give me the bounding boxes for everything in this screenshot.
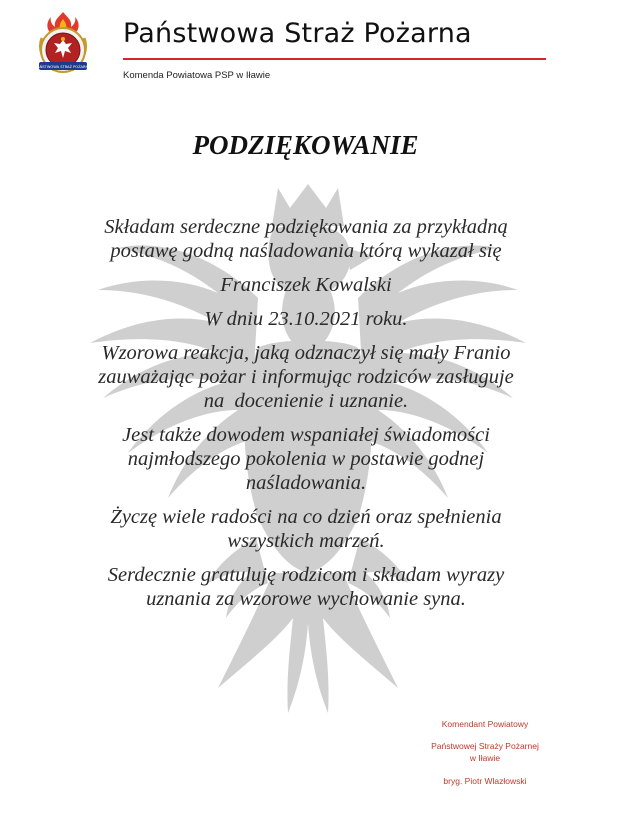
- text-line: Jest także dowodem wspaniałej świadomości: [122, 424, 490, 446]
- event-date: W dniu 23.10.2021 roku.: [204, 308, 408, 330]
- signature-block: [400, 718, 570, 787]
- text-line: naśladowania.: [245, 472, 367, 494]
- paragraph-awareness: [46, 423, 566, 495]
- paragraph-thanks: [46, 215, 566, 263]
- text-line: Życzę wiele radości na co dzień oraz spełnienia: [110, 506, 502, 528]
- paragraph-reaction: [46, 341, 566, 413]
- paragraph-recipient-name: [46, 273, 566, 297]
- text-line: na docenienie i uznanie.: [203, 390, 409, 412]
- paragraph-congratulations: [46, 563, 566, 611]
- text-line: najmłodszego pokolenia w postawie godnej: [127, 448, 485, 470]
- recipient-name: Franciszek Kowalski: [220, 274, 392, 296]
- signature-name: bryg. Piotr Wlazłowski: [443, 776, 527, 786]
- document-body: [46, 215, 566, 621]
- header-divider: [123, 58, 546, 60]
- text-line: postawę godną naśladowania którą wykazał się: [110, 240, 502, 262]
- psp-logo-icon: [30, 10, 96, 76]
- paragraph-date: [46, 307, 566, 331]
- document-title: PODZIĘKOWANIE: [192, 130, 419, 160]
- text-line: Serdecznie gratuluję rodzicom i składam wyrazy: [107, 564, 505, 586]
- paragraph-wishes: [46, 505, 566, 553]
- signature-position: Komendant Powiatowy: [441, 719, 529, 729]
- text-line: Wzorowa reakcja, jaką odznaczył się mały Franio: [101, 342, 511, 364]
- logo-text: PAŃSTWOWA STRAŻ POŻARNA: [35, 65, 91, 69]
- text-line: Składam serdeczne podziękowania za przykładną: [104, 216, 508, 238]
- signature-institution: Państwowej Straży Pożarnej: [431, 741, 539, 751]
- header-title: Państwowa Straż Pożarna: [123, 18, 472, 49]
- text-line: wszystkich marzeń.: [227, 530, 385, 552]
- header-subtitle: Komenda Powiatowa PSP w Iławie: [123, 70, 271, 81]
- text-line: uznania za wzorowe wychowanie syna.: [146, 588, 466, 610]
- signature-location: w Iławie: [469, 753, 501, 763]
- text-line: zauważając pożar i informując rodziców zasługuje: [98, 366, 514, 388]
